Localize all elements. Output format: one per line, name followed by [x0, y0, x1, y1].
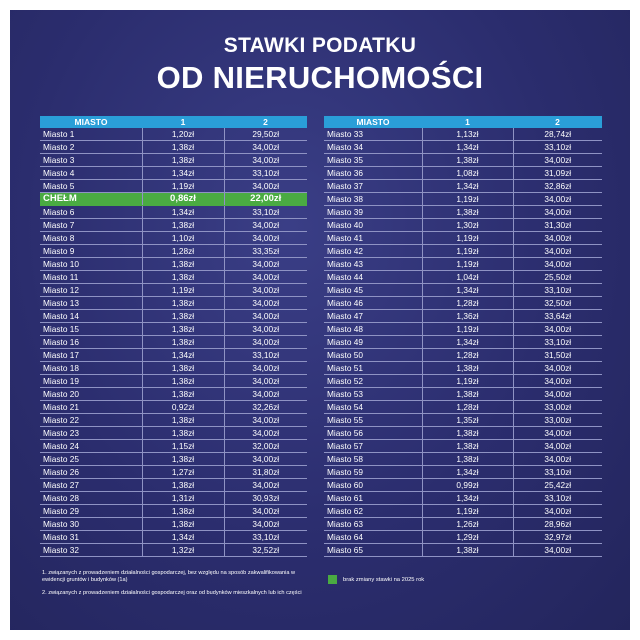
- rate-1-cell: 1,34zł: [422, 336, 513, 349]
- rate-1-cell: 1,19zł: [422, 245, 513, 258]
- rate-1-cell: 1,34zł: [142, 167, 224, 180]
- city-cell: Miasto 50: [324, 349, 422, 362]
- rate-1-cell: 1,38zł: [142, 453, 224, 466]
- table-row-highlight: [40, 193, 307, 206]
- table-row: [324, 401, 602, 414]
- city-cell: Miasto 23: [40, 427, 142, 440]
- table-row: [40, 206, 307, 219]
- rate-2-cell: 34,00zł: [224, 362, 307, 375]
- rate-1-cell: 1,38zł: [142, 258, 224, 271]
- rate-2-cell: 34,00zł: [224, 141, 307, 154]
- city-cell: Miasto 13: [40, 297, 142, 310]
- rate-2-cell: 34,00zł: [224, 258, 307, 271]
- rate-2-cell: 33,35zł: [224, 245, 307, 258]
- city-cell: Miasto 28: [40, 492, 142, 505]
- rate-2-cell: 32,00zł: [224, 440, 307, 453]
- rate-1-cell: 1,26zł: [422, 518, 513, 531]
- rate-2-cell: 34,00zł: [224, 453, 307, 466]
- rate-2-cell: 34,00zł: [513, 258, 602, 271]
- table-row: [40, 284, 307, 297]
- table-row: [324, 453, 602, 466]
- city-cell: Miasto 59: [324, 466, 422, 479]
- city-cell: Miasto 46: [324, 297, 422, 310]
- table-row: [40, 310, 307, 323]
- city-cell: Miasto 6: [40, 206, 142, 219]
- header-col-1: 1: [142, 116, 224, 128]
- rate-1-cell: 1,34zł: [142, 531, 224, 544]
- table-row: [40, 479, 307, 492]
- rate-1-cell: 1,08zł: [422, 167, 513, 180]
- city-cell: Miasto 48: [324, 323, 422, 336]
- rate-2-cell: 31,30zł: [513, 219, 602, 232]
- city-cell: Miasto 4: [40, 167, 142, 180]
- header-city: MIASTO: [324, 116, 422, 128]
- city-cell: Miasto 35: [324, 154, 422, 167]
- rate-2-cell: 31,80zł: [224, 466, 307, 479]
- rate-1-cell: 1,34zł: [422, 466, 513, 479]
- rate-2-cell: 34,00zł: [224, 388, 307, 401]
- rate-2-cell: 33,10zł: [513, 336, 602, 349]
- rate-2-cell: 32,86zł: [513, 180, 602, 193]
- table-row: [40, 271, 307, 284]
- city-cell: Miasto 54: [324, 401, 422, 414]
- table-row: [324, 193, 602, 206]
- rate-2-cell: 30,93zł: [224, 492, 307, 505]
- rate-2-cell: 34,00zł: [224, 479, 307, 492]
- rate-1-cell: 1,38zł: [422, 388, 513, 401]
- rate-1-cell: 1,30zł: [422, 219, 513, 232]
- rate-2-cell: 28,96zł: [513, 518, 602, 531]
- table-row: [324, 284, 602, 297]
- table-row: [324, 271, 602, 284]
- city-cell: Miasto 57: [324, 440, 422, 453]
- city-cell: Miasto 55: [324, 414, 422, 427]
- city-cell: Miasto 30: [40, 518, 142, 531]
- rate-1-cell: 1,28zł: [142, 245, 224, 258]
- city-cell: Miasto 31: [40, 531, 142, 544]
- rate-1-cell: 1,35zł: [422, 414, 513, 427]
- table-row: [40, 180, 307, 193]
- table-row: [324, 258, 602, 271]
- table-row: [40, 167, 307, 180]
- rate-2-cell: 28,74zł: [513, 128, 602, 141]
- table-row: [324, 232, 602, 245]
- rate-1-cell: 0,86zł: [142, 193, 224, 206]
- city-cell: Miasto 5: [40, 180, 142, 193]
- table-row: [324, 362, 602, 375]
- rate-1-cell: 1,38zł: [142, 141, 224, 154]
- city-cell: Miasto 64: [324, 531, 422, 544]
- rate-2-cell: 34,00zł: [224, 284, 307, 297]
- city-cell: Miasto 11: [40, 271, 142, 284]
- rate-1-cell: 1,36zł: [422, 310, 513, 323]
- rate-1-cell: 1,38zł: [422, 440, 513, 453]
- rate-2-cell: 33,10zł: [224, 531, 307, 544]
- city-cell: Miasto 12: [40, 284, 142, 297]
- city-cell: Miasto 42: [324, 245, 422, 258]
- rate-1-cell: 1,38zł: [142, 505, 224, 518]
- rate-2-cell: 31,09zł: [513, 167, 602, 180]
- rate-2-cell: 32,52zł: [224, 544, 307, 557]
- city-cell: Miasto 44: [324, 271, 422, 284]
- rate-2-cell: 34,00zł: [513, 362, 602, 375]
- table-row: [324, 544, 602, 557]
- table-row: [40, 518, 307, 531]
- rate-2-cell: 22,00zł: [224, 193, 307, 206]
- table-row: [40, 349, 307, 362]
- city-cell: Miasto 24: [40, 440, 142, 453]
- rate-1-cell: 1,04zł: [422, 271, 513, 284]
- table-header-row: [324, 116, 602, 128]
- rate-1-cell: 1,19zł: [422, 505, 513, 518]
- rate-2-cell: 33,00zł: [513, 414, 602, 427]
- city-cell: Miasto 62: [324, 505, 422, 518]
- rate-1-cell: 1,10zł: [142, 232, 224, 245]
- rate-2-cell: 34,00zł: [513, 544, 602, 557]
- rate-1-cell: 1,38zł: [142, 219, 224, 232]
- table-row: [40, 453, 307, 466]
- rate-1-cell: 1,31zł: [142, 492, 224, 505]
- city-cell: Miasto 9: [40, 245, 142, 258]
- rate-2-cell: 34,00zł: [224, 180, 307, 193]
- city-cell: Miasto 15: [40, 323, 142, 336]
- table-row: [40, 388, 307, 401]
- rate-1-cell: 1,19zł: [422, 232, 513, 245]
- rate-1-cell: 1,34zł: [422, 141, 513, 154]
- rate-2-cell: 34,00zł: [224, 310, 307, 323]
- rate-2-cell: 32,50zł: [513, 297, 602, 310]
- rate-2-cell: 33,10zł: [513, 492, 602, 505]
- city-cell: Miasto 27: [40, 479, 142, 492]
- rate-1-cell: 1,34zł: [142, 206, 224, 219]
- table-row: [324, 128, 602, 141]
- table-row: [324, 349, 602, 362]
- rate-1-cell: 1,13zł: [422, 128, 513, 141]
- legend-text: brak zmiany stawki na 2025 rok: [343, 576, 425, 583]
- table-row: [324, 375, 602, 388]
- table-row: [324, 310, 602, 323]
- table-row: [324, 141, 602, 154]
- rate-2-cell: 34,00zł: [224, 232, 307, 245]
- rate-1-cell: 0,92zł: [142, 401, 224, 414]
- table-row: [324, 167, 602, 180]
- rate-2-cell: 34,00zł: [224, 505, 307, 518]
- rate-1-cell: 1,19zł: [422, 375, 513, 388]
- rate-2-cell: 34,00zł: [513, 388, 602, 401]
- city-cell: Miasto 41: [324, 232, 422, 245]
- city-cell: Miasto 58: [324, 453, 422, 466]
- rate-2-cell: 25,42zł: [513, 479, 602, 492]
- rate-2-cell: 34,00zł: [513, 440, 602, 453]
- rate-1-cell: 1,19zł: [142, 180, 224, 193]
- rate-2-cell: 33,10zł: [224, 206, 307, 219]
- table-row: [324, 466, 602, 479]
- table-row: [40, 440, 307, 453]
- rate-2-cell: 33,10zł: [513, 284, 602, 297]
- rate-2-cell: 29,50zł: [224, 128, 307, 141]
- rate-1-cell: 1,38zł: [142, 297, 224, 310]
- rate-2-cell: 31,50zł: [513, 349, 602, 362]
- city-cell: Miasto 22: [40, 414, 142, 427]
- footnote-2: 2. związanych z prowadzeniem działalności gospodarczej oraz od budynków mieszkalnych lub ich części: [42, 590, 302, 596]
- rate-1-cell: 1,29zł: [422, 531, 513, 544]
- rate-1-cell: 1,28zł: [422, 297, 513, 310]
- rate-1-cell: 1,15zł: [142, 440, 224, 453]
- table-row: [40, 141, 307, 154]
- city-cell: Miasto 20: [40, 388, 142, 401]
- table-row: [40, 232, 307, 245]
- table-row: [40, 375, 307, 388]
- rate-2-cell: 33,00zł: [513, 401, 602, 414]
- rate-2-cell: 33,10zł: [224, 167, 307, 180]
- table-row: [40, 362, 307, 375]
- table-header-row: [40, 116, 307, 128]
- rate-2-cell: 34,00zł: [513, 154, 602, 167]
- rate-2-cell: 34,00zł: [224, 154, 307, 167]
- rate-1-cell: 1,34zł: [422, 180, 513, 193]
- table-row: [324, 440, 602, 453]
- rate-2-cell: 33,64zł: [513, 310, 602, 323]
- table-row: [40, 128, 307, 141]
- rate-2-cell: 25,50zł: [513, 271, 602, 284]
- rate-1-cell: 1,19zł: [422, 258, 513, 271]
- rate-1-cell: 1,38zł: [142, 336, 224, 349]
- city-cell: Miasto 33: [324, 128, 422, 141]
- legend-swatch: [328, 575, 337, 584]
- city-cell: Miasto 53: [324, 388, 422, 401]
- header-city: MIASTO: [40, 116, 142, 128]
- header-col-2: 2: [513, 116, 602, 128]
- city-cell: Miasto 51: [324, 362, 422, 375]
- table-row: [40, 505, 307, 518]
- rate-2-cell: 34,00zł: [513, 193, 602, 206]
- city-cell: Miasto 36: [324, 167, 422, 180]
- city-cell: Miasto 17: [40, 349, 142, 362]
- rate-1-cell: 1,38zł: [422, 154, 513, 167]
- rate-1-cell: 1,34zł: [142, 349, 224, 362]
- rate-1-cell: 1,38zł: [142, 388, 224, 401]
- rates-table-right: [324, 116, 602, 557]
- rate-1-cell: 1,38zł: [422, 427, 513, 440]
- header-col-1: 1: [422, 116, 513, 128]
- table-row: [40, 544, 307, 557]
- rate-1-cell: 1,19zł: [422, 193, 513, 206]
- table-row: [324, 180, 602, 193]
- table-row: [324, 388, 602, 401]
- rate-2-cell: 34,00zł: [513, 375, 602, 388]
- rate-2-cell: 34,00zł: [513, 232, 602, 245]
- rate-1-cell: 1,38zł: [142, 518, 224, 531]
- table-row: [324, 297, 602, 310]
- rate-1-cell: 1,28zł: [422, 401, 513, 414]
- table-row: [324, 245, 602, 258]
- table-row: [40, 414, 307, 427]
- table-row: [40, 245, 307, 258]
- rate-2-cell: 34,00zł: [224, 271, 307, 284]
- table-row: [324, 219, 602, 232]
- table-row: [40, 466, 307, 479]
- rate-2-cell: 34,00zł: [513, 206, 602, 219]
- table-row: [324, 414, 602, 427]
- rate-2-cell: 34,00zł: [513, 427, 602, 440]
- table-row: [324, 206, 602, 219]
- rate-2-cell: 33,10zł: [513, 466, 602, 479]
- city-cell: CHEŁM: [40, 193, 142, 206]
- rate-1-cell: 1,27zł: [142, 466, 224, 479]
- table-row: [324, 531, 602, 544]
- city-cell: Miasto 18: [40, 362, 142, 375]
- table-row: [324, 323, 602, 336]
- rate-2-cell: 34,00zł: [224, 414, 307, 427]
- rate-1-cell: 1,38zł: [142, 154, 224, 167]
- rate-1-cell: 1,38zł: [422, 362, 513, 375]
- table-row: [40, 258, 307, 271]
- poster: [10, 10, 630, 630]
- rate-2-cell: 34,00zł: [224, 219, 307, 232]
- city-cell: Miasto 61: [324, 492, 422, 505]
- footnote-1: 1. związanych z prowadzeniem działalności gospodarczej, bez względu na sposób zakwalifikowania w ewidencji gruntów i budynków (1a): [42, 570, 296, 583]
- table-row: [40, 531, 307, 544]
- rate-1-cell: 1,38zł: [142, 427, 224, 440]
- table-row: [40, 154, 307, 167]
- table-row: [40, 219, 307, 232]
- table-row: [40, 323, 307, 336]
- rate-1-cell: 1,38zł: [142, 375, 224, 388]
- rate-2-cell: 32,26zł: [224, 401, 307, 414]
- title-line-1: STAWKI PODATKU: [223, 34, 417, 57]
- city-cell: Miasto 45: [324, 284, 422, 297]
- city-cell: Miasto 40: [324, 219, 422, 232]
- table-row: [40, 492, 307, 505]
- city-cell: Miasto 47: [324, 310, 422, 323]
- city-cell: Miasto 37: [324, 180, 422, 193]
- footnotes: [42, 570, 302, 603]
- rate-1-cell: 1,38zł: [142, 414, 224, 427]
- rate-1-cell: 1,20zł: [142, 128, 224, 141]
- rate-2-cell: 34,00zł: [224, 323, 307, 336]
- rate-1-cell: 1,38zł: [422, 544, 513, 557]
- city-cell: Miasto 29: [40, 505, 142, 518]
- table-row: [324, 427, 602, 440]
- table-row: [40, 401, 307, 414]
- city-cell: Miasto 60: [324, 479, 422, 492]
- city-cell: Miasto 21: [40, 401, 142, 414]
- table-row: [324, 505, 602, 518]
- city-cell: Miasto 38: [324, 193, 422, 206]
- rate-2-cell: 34,00zł: [224, 518, 307, 531]
- city-cell: Miasto 32: [40, 544, 142, 557]
- rate-2-cell: 34,00zł: [513, 323, 602, 336]
- title-line-2: OD NIERUCHOMOŚCI: [156, 60, 484, 95]
- city-cell: Miasto 49: [324, 336, 422, 349]
- city-cell: Miasto 8: [40, 232, 142, 245]
- rate-1-cell: 1,32zł: [142, 544, 224, 557]
- city-cell: Miasto 7: [40, 219, 142, 232]
- rate-1-cell: 1,19zł: [422, 323, 513, 336]
- city-cell: Miasto 2: [40, 141, 142, 154]
- legend: [328, 575, 424, 584]
- city-cell: Miasto 63: [324, 518, 422, 531]
- header-col-2: 2: [224, 116, 307, 128]
- table-row: [40, 427, 307, 440]
- rate-2-cell: 33,10zł: [513, 141, 602, 154]
- table-row: [324, 336, 602, 349]
- city-cell: Miasto 39: [324, 206, 422, 219]
- rate-2-cell: 34,00zł: [224, 427, 307, 440]
- rate-1-cell: 1,38zł: [142, 271, 224, 284]
- rate-1-cell: 1,34zł: [422, 492, 513, 505]
- city-cell: Miasto 14: [40, 310, 142, 323]
- city-cell: Miasto 26: [40, 466, 142, 479]
- city-cell: Miasto 1: [40, 128, 142, 141]
- city-cell: Miasto 52: [324, 375, 422, 388]
- table-row: [40, 297, 307, 310]
- rate-2-cell: 34,00zł: [513, 453, 602, 466]
- rate-1-cell: 1,28zł: [422, 349, 513, 362]
- city-cell: Miasto 25: [40, 453, 142, 466]
- city-cell: Miasto 3: [40, 154, 142, 167]
- city-cell: Miasto 34: [324, 141, 422, 154]
- rate-2-cell: 34,00zł: [513, 245, 602, 258]
- city-cell: Miasto 10: [40, 258, 142, 271]
- rate-1-cell: 0,99zł: [422, 479, 513, 492]
- table-row: [324, 154, 602, 167]
- rate-2-cell: 32,97zł: [513, 531, 602, 544]
- rate-2-cell: 34,00zł: [513, 505, 602, 518]
- rate-2-cell: 34,00zł: [224, 375, 307, 388]
- rate-1-cell: 1,38zł: [422, 453, 513, 466]
- table-row: [324, 479, 602, 492]
- rates-table-left: [40, 116, 307, 557]
- city-cell: Miasto 65: [324, 544, 422, 557]
- rate-2-cell: 33,10zł: [224, 349, 307, 362]
- rate-1-cell: 1,19zł: [142, 284, 224, 297]
- city-cell: Miasto 19: [40, 375, 142, 388]
- rate-2-cell: 34,00zł: [224, 336, 307, 349]
- rate-1-cell: 1,34zł: [422, 284, 513, 297]
- city-cell: Miasto 16: [40, 336, 142, 349]
- rate-2-cell: 34,00zł: [224, 297, 307, 310]
- table-row: [40, 336, 307, 349]
- city-cell: Miasto 56: [324, 427, 422, 440]
- rate-1-cell: 1,38zł: [142, 362, 224, 375]
- rate-1-cell: 1,38zł: [142, 310, 224, 323]
- rate-1-cell: 1,38zł: [142, 479, 224, 492]
- rate-1-cell: 1,38zł: [422, 206, 513, 219]
- table-row: [324, 492, 602, 505]
- rate-1-cell: 1,38zł: [142, 323, 224, 336]
- table-row: [324, 518, 602, 531]
- city-cell: Miasto 43: [324, 258, 422, 271]
